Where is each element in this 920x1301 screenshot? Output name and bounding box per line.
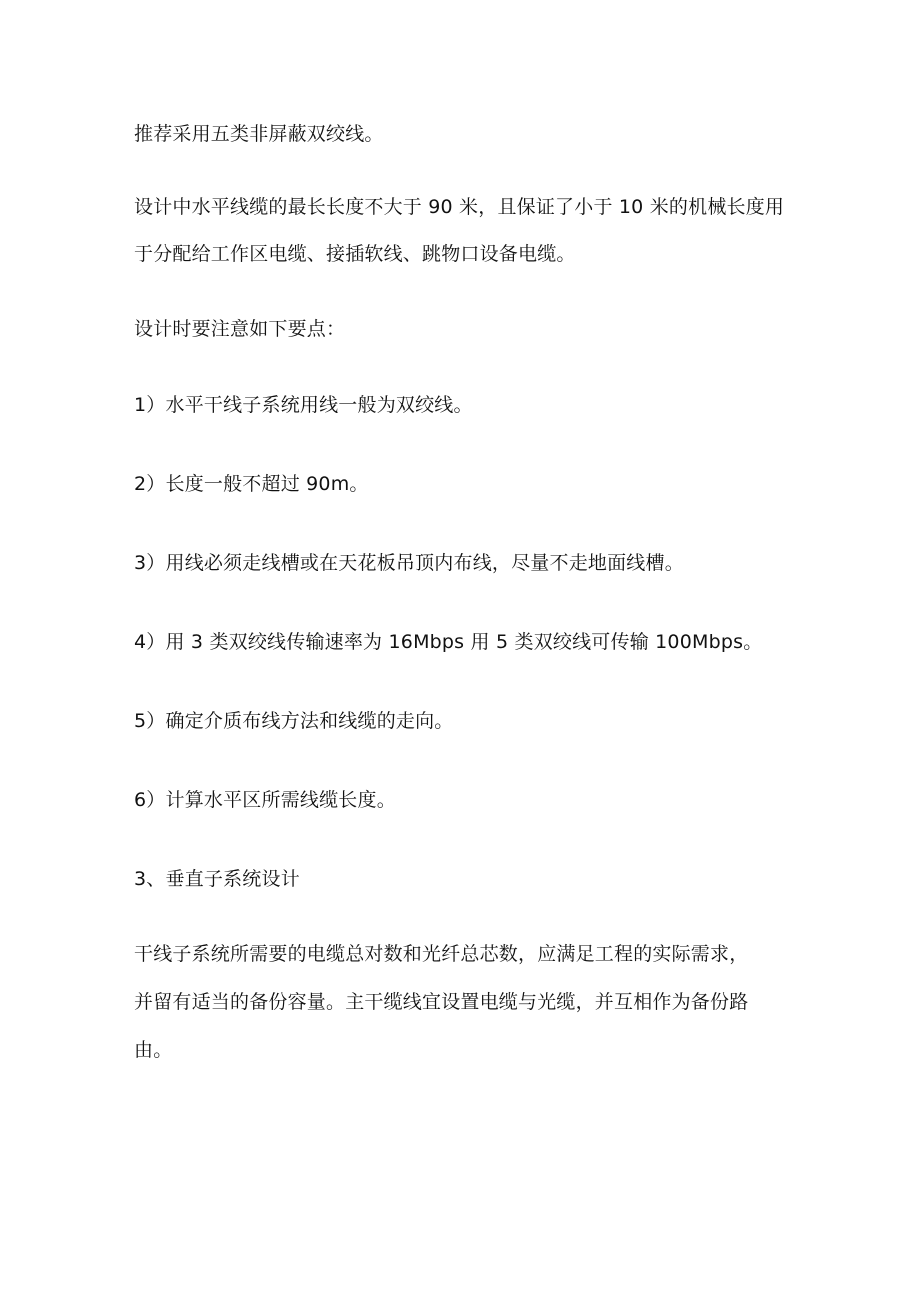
list-item-2: 2）长度一般不超过 90m。 xyxy=(134,473,369,495)
list-item-6: 6）计算水平区所需线缆长度。 xyxy=(134,789,396,811)
list-item-1: 1）水平干线子系统用线一般为双绞线。 xyxy=(134,394,473,416)
list-item-5: 5）确定介质布线方法和线缆的走向。 xyxy=(134,710,454,732)
paragraph-backbone-line-3: 由。 xyxy=(134,1039,173,1061)
paragraph-horizontal-length-line-1: 设计中水平线缆的最长长度不大于 90 米，且保证了小于 10 米的机械长度用 xyxy=(134,196,785,218)
paragraph-backbone-line-2: 并留有适当的备份容量。主干缆线宜设置电缆与光缆，并互相作为备份路 xyxy=(134,991,749,1013)
paragraph-horizontal-length-line-2: 于分配给工作区电缆、接插软线、跳物口设备电缆。 xyxy=(134,243,576,265)
list-item-3: 3）用线必须走线槽或在天花板吊顶内布线，尽量不走地面线槽。 xyxy=(134,552,684,574)
list-item-4: 4）用 3 类双绞线传输速率为 16Mbps 用 5 类双绞线可传输 100Mbps。 xyxy=(134,631,763,653)
paragraph-design-notes-heading: 设计时要注意如下要点： xyxy=(134,318,346,340)
section-heading-vertical-subsystem: 3、垂直子系统设计 xyxy=(134,868,300,890)
paragraph-backbone-line-1: 干线子系统所需要的电缆总对数和光纤总芯数，应满足工程的实际需求， xyxy=(134,943,749,965)
paragraph-recommendation: 推荐采用五类非屏蔽双绞线。 xyxy=(134,123,384,145)
